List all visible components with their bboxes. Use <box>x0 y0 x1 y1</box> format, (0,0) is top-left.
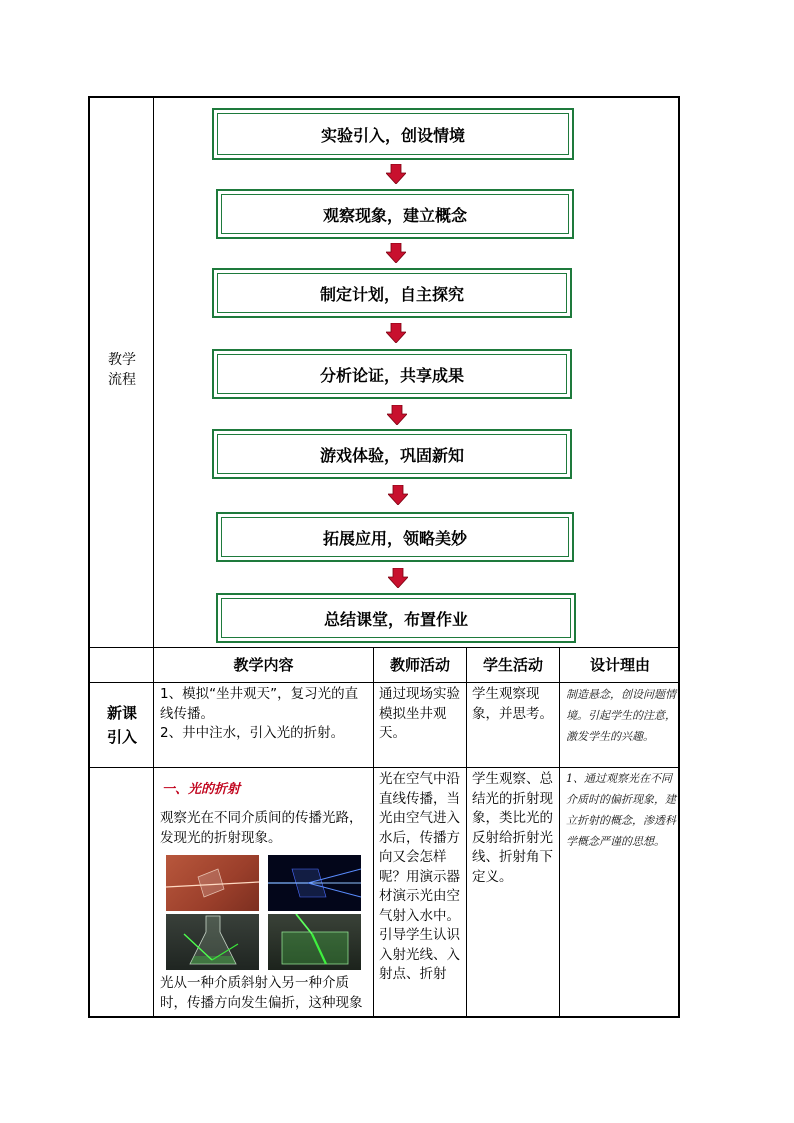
step-text: 游戏体验，巩固新知 <box>319 445 464 465</box>
header-teacher: 教师活动 <box>389 656 450 674</box>
grid-line <box>559 648 560 1018</box>
flow-label: 教学 流程 <box>108 352 136 388</box>
flow-step-1 <box>212 108 574 160</box>
down-arrow-icon <box>386 164 406 184</box>
flow-step-7 <box>216 593 576 643</box>
intro-reason: 制造悬念，创设问题情境。引起学生的注意，激发学生的兴趣。 <box>566 688 676 743</box>
down-arrow-icon <box>388 485 408 505</box>
header-reason: 设计理由 <box>589 656 650 674</box>
section-heading: 一、光的折射 <box>162 782 241 797</box>
grid-line <box>153 96 154 1018</box>
down-arrow-icon <box>386 243 406 263</box>
flow-step-2 <box>216 189 574 239</box>
row-label-intro <box>96 701 148 749</box>
flow-step-3 <box>212 268 572 318</box>
refraction-teacher: 光在空气中沿直线传播，当光由空气进入水后，传播方向又会怎样呢？用演示器材演示光由空气射入水中。引导学生认识入射光线、入射点、折射 <box>379 771 460 982</box>
step-text: 实验引入，创设情境 <box>320 125 465 145</box>
header-student: 学生活动 <box>482 656 543 674</box>
blue-laser-refraction-photo <box>268 855 361 911</box>
laser-through-glass-block-photo <box>166 855 259 911</box>
down-arrow-icon <box>387 405 407 425</box>
refraction-content-bottom: 光从一种介质斜射入另一种介质时，传播方向发生偏折，这种现象 <box>160 975 363 1011</box>
step-text: 制定计划，自主探究 <box>319 284 464 304</box>
down-arrow-icon <box>386 323 406 343</box>
grid-line <box>88 682 680 683</box>
flow-step-5 <box>212 429 572 479</box>
flow-step-4 <box>212 349 572 399</box>
intro-content: 1、模拟“坐井观天”，复习光的直线传播。 2、井中注水，引入光的折射。 <box>160 686 359 741</box>
intro-teacher: 通过现场实验模拟坐井观天。 <box>379 686 460 741</box>
step-text: 总结课堂，布置作业 <box>323 609 468 629</box>
refraction-student: 学生观察、总结光的折射现象，类比光的反射给折射光线、折射角下定义。 <box>472 771 553 885</box>
flow-step-6 <box>216 512 574 562</box>
green-laser-water-tank-photo <box>268 914 361 970</box>
refraction-reason: 1、通过观察光在不同介质时的偏折现象，建立折射的概念，渗透科学概念严谨的思想。 <box>566 772 676 848</box>
grid-line <box>466 648 467 1018</box>
header-content: 教学内容 <box>233 656 294 674</box>
green-laser-flask-photo <box>166 914 259 970</box>
step-text: 分析论证，共享成果 <box>319 365 464 385</box>
intro-student: 学生观察现象，并思考。 <box>472 686 553 722</box>
refraction-content-top: 观察光在不同介质间的传播光路，发现光的折射现象。 <box>160 810 363 846</box>
step-text: 观察现象，建立概念 <box>322 205 467 225</box>
grid-line <box>373 648 374 1018</box>
down-arrow-icon <box>388 568 408 588</box>
step-text: 拓展应用，领略美妙 <box>322 528 467 548</box>
row-label-text: 新课 引入 <box>106 704 137 746</box>
